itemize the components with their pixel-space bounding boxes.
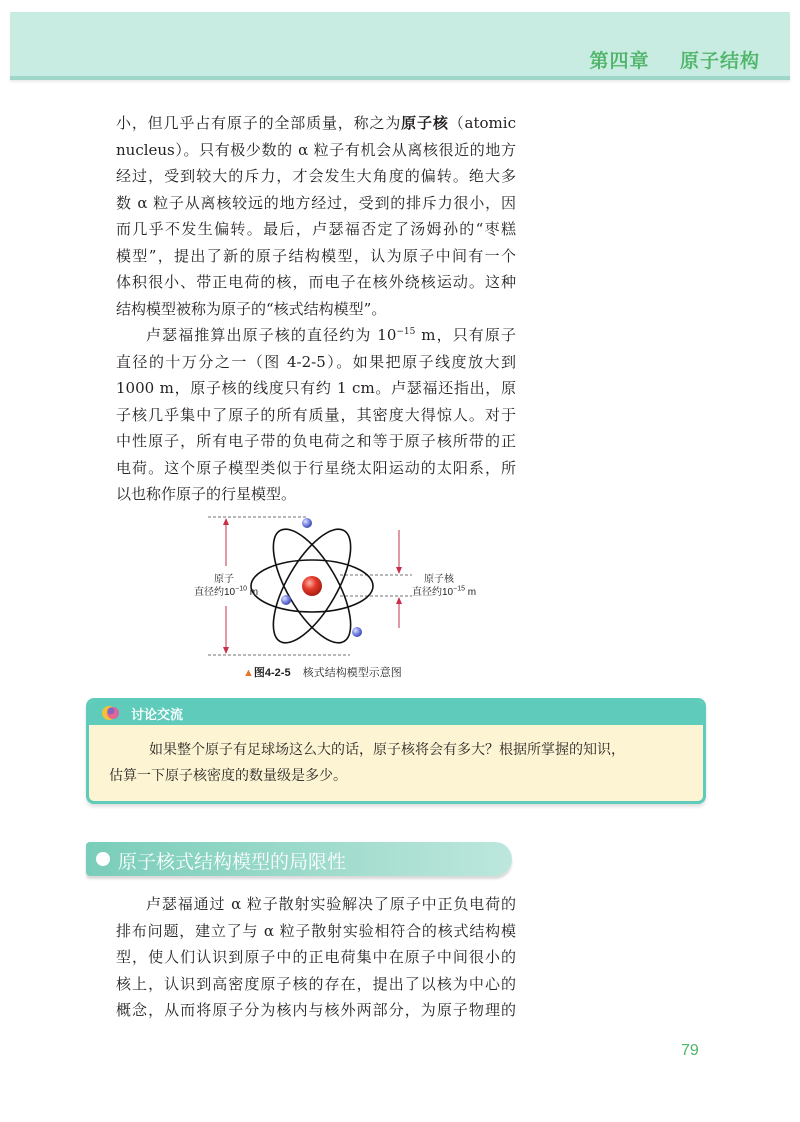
caption-triangle-icon: ▲ [243, 667, 254, 679]
term-atomic-nucleus: 原子核 [401, 114, 449, 132]
chapter-title: 第四章 原子结构 [589, 50, 760, 72]
text-line: 卢瑟福通过 α 粒子散射实验解决了原子中正负电荷的 [146, 895, 516, 913]
section-heading [86, 842, 512, 876]
text-line: 中性原子，所有电子带的负电荷之和等于原子核所带的正 [116, 432, 516, 450]
electron [281, 595, 291, 605]
arrow-head [396, 567, 402, 574]
nucleus [302, 576, 322, 596]
text-line: 数 α 粒子从离核较远的地方经过，受到的排斥力很小，因 [116, 193, 516, 212]
discussion-header [89, 701, 703, 725]
caption-text: 核式结构模型示意图 [290, 667, 402, 679]
arrow-head [396, 597, 402, 604]
discussion-title: 讨论交流 [131, 708, 184, 723]
text-line: 经过，受到较大的斥力，才会发生大角度的偏转。绝大多 [116, 167, 516, 185]
body-paragraph-2 [116, 322, 516, 508]
electron [302, 518, 312, 528]
discussion-icon [101, 703, 121, 723]
text-line: 小，但几乎占有原子的全部质量，称之为原子核（atomic [116, 114, 516, 132]
text-line: 估算一下原子核密度的数量级是多少。 [109, 768, 347, 784]
atom-model-figure [190, 506, 490, 686]
page-number: 79 [681, 1042, 699, 1059]
electron [352, 627, 362, 637]
text-line: 体积很小、带正电荷的核，而电子在核外绕核运动。这种 [116, 273, 516, 291]
section-title: 原子核式结构模型的局限性 [118, 851, 347, 873]
text-line: nucleus）。只有极少数的 α 粒子有机会从离核很近的地方 [116, 140, 516, 159]
atom-diameter-label: 直径约$10^{-10}$ m [194, 585, 259, 598]
bullet-dot-icon [96, 852, 110, 866]
text-line: 卢瑟福推算出原子核的直径约为 $10^{-15}$ m，只有原子 [146, 326, 516, 344]
body-paragraph-1 [116, 110, 516, 322]
arrow-head [223, 647, 229, 654]
text-line: 1000 m，原子核的线度只有约 1 cm。卢瑟福还指出，原 [116, 379, 516, 397]
text-line: 而几乎不发生偏转。最后，卢瑟福否定了汤姆孙的“枣糕 [116, 220, 516, 238]
figure-number: 图4-2-5 [253, 667, 291, 679]
text-line: 结构模型被称为原子的“核式结构模型”。 [116, 299, 387, 318]
arrow-head [223, 518, 229, 525]
discussion-text [109, 737, 679, 789]
text-line: 电荷。这个原子模型类似于行星绕太阳运动的太阳系，所 [116, 458, 516, 477]
nucleus-diameter-label: 直径约$10^{-15}$ m [412, 585, 477, 598]
text-line: 排布问题，建立了与 α 粒子散射实验相符合的核式结构模 [116, 921, 516, 940]
text-line: 核上，认识到高密度原子核的存在，提出了以核为中心的 [116, 974, 516, 993]
text-line: 模型”，提出了新的原子结构模型，认为原子中间有一个 [116, 246, 516, 265]
text-line: 概念，从而将原子分为核内与核外两部分，为原子物理的 [116, 1001, 516, 1019]
text-line: 子核几乎集中了原子的所有质量，其密度大得惊人。对于 [116, 405, 516, 424]
text-line: 如果整个原子有足球场这么大的话，原子核将会有多大？根据所掌握的知识， [149, 742, 625, 758]
atom-label: 原子 [214, 574, 234, 585]
body-paragraph-3 [116, 891, 516, 1024]
nucleus-label: 原子核 [424, 574, 454, 585]
figure-caption [243, 664, 402, 680]
text-line: 以也称作原子的行星模型。 [116, 485, 297, 503]
discussion-box [86, 698, 706, 804]
text-line: 型，使人们认识到原子中的正电荷集中在原子中间很小的 [116, 948, 516, 966]
text-line: 直径的十万分之一（图 4-2-5）。如果把原子线度放大到 [116, 352, 516, 371]
